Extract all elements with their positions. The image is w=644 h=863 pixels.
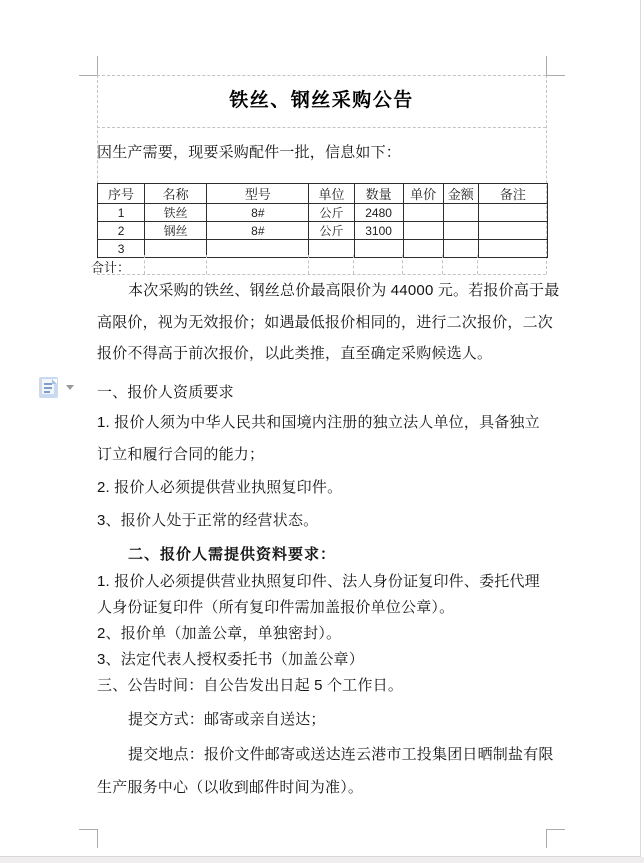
header-cell: 序号 (98, 184, 145, 204)
header-cell: 型号 (207, 184, 309, 204)
document-title: 铁丝、钢丝采购公告 (229, 90, 414, 111)
table-cell (403, 204, 443, 222)
items-table (97, 183, 548, 258)
app-background-strip (0, 857, 644, 863)
text-boundary-under-table (97, 274, 546, 275)
page-right-edge (640, 0, 641, 857)
header-cell: 备注 (478, 184, 547, 204)
header-cell: 名称 (145, 184, 207, 204)
paragraph-line: 2、报价单（加盖公章，单独密封）。 (97, 625, 342, 642)
total-label: 合计： (91, 260, 131, 275)
header-cell: 数量 (354, 184, 403, 204)
table-row (98, 204, 548, 222)
paragraph-line: 订立和履行合同的能力； (97, 446, 265, 463)
table-cell: 3100 (354, 222, 403, 240)
crop-mark-bottom-left (97, 829, 98, 848)
paste-options-button[interactable] (38, 376, 80, 400)
table-total-row (97, 255, 546, 274)
crop-mark-bottom-left (79, 829, 97, 830)
table-cell: 铁丝 (145, 204, 207, 222)
chevron-down-icon[interactable] (66, 385, 74, 390)
paragraph-line: 本次采购的铁丝、钢丝总价最高限价为 44000 元。若报价高于最 (128, 282, 560, 299)
table-cell: 8# (207, 222, 309, 240)
paragraph-line: 高限价，视为无效报价；如遇最低报价相同的，进行二次报价，二次 (97, 314, 554, 331)
table-cell: 2 (98, 222, 145, 240)
paragraph-line: 1. 报价人必须提供营业执照复印件、法人身份证复印件、委托代理 (97, 573, 540, 590)
paragraph-line: 提交方式：邮寄或亲自送达； (128, 711, 326, 728)
text-boundary-under-title (97, 127, 546, 128)
paragraph-line: 提交地点：报价文件邮寄或送达连云港市工投集团日晒制盐有限 (128, 746, 554, 763)
table-cell: 公斤 (309, 204, 354, 222)
section-heading-1: 一、报价人资质要求 (97, 384, 234, 401)
paragraph-line: 报价不得高于前次报价，以此类推，直至确定采购候选人。 (97, 345, 493, 362)
table-cell (478, 204, 547, 222)
table-cell: 1 (98, 204, 145, 222)
table-cell: 8# (207, 204, 309, 222)
crop-mark-top-right (546, 56, 547, 75)
paragraph-line: 3、报价人处于正常的经营状态。 (97, 512, 319, 529)
paragraph-line: 3、法定代表人授权委托书（加盖公章） (97, 651, 364, 668)
crop-mark-bottom-right (546, 829, 547, 848)
header-cell: 单位 (309, 184, 354, 204)
table-cell: 钢丝 (145, 222, 207, 240)
section-heading-3: 三、公告时间：自公告发出日起 5 个工作日。 (97, 677, 404, 694)
crop-mark-top-left (97, 56, 98, 75)
table-cell (443, 222, 478, 240)
paragraph-line: 1. 报价人须为中华人民共和国境内注册的独立法人单位，具备独立 (97, 414, 540, 431)
paragraph-line: 2. 报价人必须提供营业执照复印件。 (97, 479, 343, 496)
paragraph-line: 人身份证复印件（所有复印件需加盖报价单位公章）。 (97, 599, 455, 616)
header-cell: 单价 (403, 184, 443, 204)
crop-mark-bottom-right (546, 829, 565, 830)
table-cell (403, 222, 443, 240)
table-row (98, 222, 548, 240)
intro-text: 因生产需要，现要采购配件一批，信息如下： (97, 144, 402, 161)
crop-mark-top-left (79, 75, 97, 76)
header-cell: 金额 (443, 184, 478, 204)
paste-options-icon (39, 377, 58, 398)
section-heading-2: 二、报价人需提供资料要求： (128, 546, 337, 563)
table-cell: 2480 (354, 204, 403, 222)
table-cell: 公斤 (309, 222, 354, 240)
table-header-row (98, 184, 548, 204)
table-cell (478, 222, 547, 240)
crop-mark-top-right (546, 75, 565, 76)
text-boundary-top (97, 75, 546, 76)
table-cell: 3 (98, 240, 145, 258)
paragraph-line: 生产服务中心（以收到邮件时间为准）。 (97, 779, 364, 796)
table-cell (443, 204, 478, 222)
